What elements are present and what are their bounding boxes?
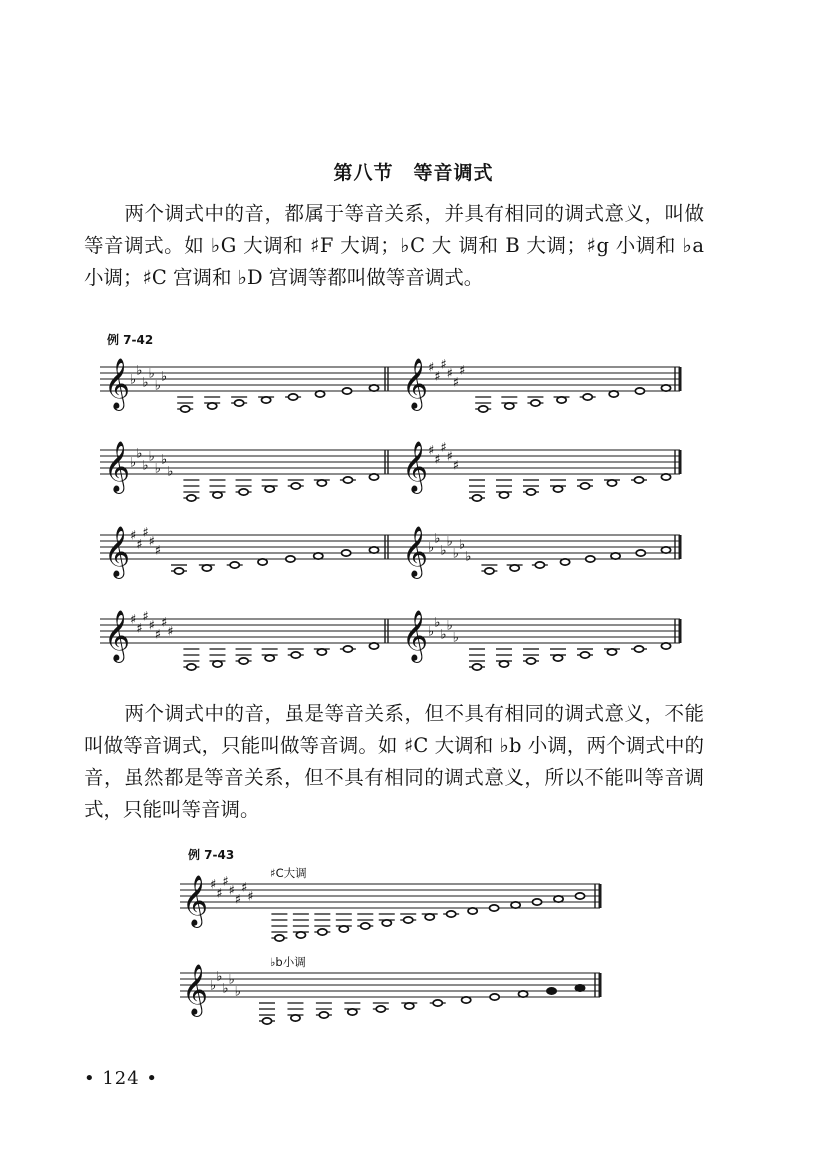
flat-icon: ♭	[136, 446, 143, 462]
flat-icon: ♭	[465, 549, 472, 565]
example-7-43-label: 例 7-43	[188, 848, 235, 862]
whole-note-icon	[174, 568, 183, 574]
whole-note-icon	[661, 643, 670, 649]
whole-note-icon	[526, 658, 535, 664]
sharp-icon: ♯	[142, 609, 149, 625]
sharp-icon: ♯	[136, 621, 143, 637]
whole-note-icon	[361, 923, 370, 929]
sharp-icon: ♯	[216, 886, 223, 902]
whole-note-icon	[532, 899, 541, 905]
whole-note-icon	[472, 495, 481, 501]
sharp-icon: ♯	[154, 627, 162, 643]
sharp-icon: ♯	[210, 877, 217, 893]
flat-icon: ♭	[459, 537, 466, 553]
sharp-icon: ♯	[136, 537, 143, 553]
whole-note-icon	[275, 935, 284, 941]
whole-note-icon	[213, 492, 222, 498]
whole-note-icon	[404, 917, 413, 923]
sharp-icon: ♯	[130, 528, 137, 544]
flat-icon: ♭	[222, 981, 229, 997]
whole-note-icon	[661, 385, 670, 391]
whole-note-icon	[258, 559, 267, 565]
whole-note-icon	[425, 914, 434, 920]
whole-note-icon	[265, 486, 274, 492]
sharp-icon: ♯	[241, 880, 248, 896]
flat-icon: ♭	[228, 972, 235, 988]
paragraph-2-text: 两个调式中的音，虽是等音关系，但不具有相同的调式意义，不能叫做等音调式，只能叫做等音调。如 ♯C 大调和 ♭b 小调，两个调式中的音，虽然都是等音关系，但不具有相同的调式意义，所以不能叫等音调式，只能叫等音调。	[84, 702, 704, 821]
sharp-icon: ♯	[148, 618, 155, 634]
sharp-icon: ♯	[161, 615, 168, 631]
example-7-43-notation	[170, 860, 620, 1030]
whole-note-icon	[348, 1009, 357, 1015]
flat-icon: ♭	[452, 630, 459, 646]
flat-icon: ♭	[428, 624, 435, 640]
whole-note-icon	[317, 480, 326, 486]
treble-clef-icon: 𝄞	[182, 964, 209, 1015]
whole-note-icon	[553, 655, 562, 661]
key-label-b-flat-minor: ♭b小调	[270, 955, 306, 969]
whole-note-icon	[187, 495, 196, 501]
whole-note-icon	[291, 1015, 300, 1021]
sharp-icon: ♯	[130, 612, 137, 628]
flat-icon: ♭	[446, 618, 453, 634]
page-number: • 124 •	[84, 1068, 159, 1089]
whole-note-icon	[635, 388, 644, 394]
whole-note-icon	[580, 483, 589, 489]
sharp-icon: ♯	[434, 369, 441, 385]
whole-note-icon	[468, 908, 477, 914]
flat-icon: ♭	[434, 531, 441, 547]
whole-note-icon	[319, 1012, 328, 1018]
flat-icon: ♭	[234, 984, 241, 1000]
flat-icon: ♭	[428, 540, 435, 556]
whole-note-icon	[499, 492, 508, 498]
whole-note-icon	[575, 893, 584, 899]
flat-icon: ♭	[446, 534, 453, 550]
paragraph-1-text: 两个调式中的音，都属于等音关系，并具有相同的调式意义，叫做等音调式。如 ♭G 大调和 ♯F 大调；♭C 大 调和 B 大调；♯g 小调和 ♭a 小调；♯C 宫调和 ♭D 宫调等都叫做等音调式。	[84, 202, 704, 289]
whole-note-icon	[315, 391, 324, 397]
whole-note-icon	[213, 661, 222, 667]
whole-note-icon	[405, 1003, 414, 1009]
flat-icon: ♭	[142, 458, 149, 474]
sharp-icon: ♯	[234, 892, 242, 908]
flat-icon: ♭	[210, 978, 217, 994]
whole-note-icon	[376, 1006, 385, 1012]
flat-icon: ♭	[167, 464, 174, 480]
whole-note-icon	[560, 559, 569, 565]
section-title: 第八节 等音调式	[333, 162, 494, 184]
whole-note-icon	[661, 547, 670, 553]
whole-note-icon	[342, 550, 351, 556]
whole-note-icon	[314, 553, 323, 559]
whole-note-icon	[447, 911, 456, 917]
flat-icon: ♭	[154, 461, 161, 477]
whole-note-icon	[235, 400, 244, 406]
whole-note-icon	[342, 388, 351, 394]
whole-note-icon	[265, 655, 274, 661]
whole-note-icon	[296, 932, 305, 938]
whole-note-icon	[609, 391, 618, 397]
whole-note-icon	[433, 1000, 442, 1006]
whole-note-icon	[462, 997, 471, 1003]
whole-note-icon	[187, 664, 196, 670]
whole-note-icon	[239, 489, 248, 495]
whole-note-icon	[518, 991, 527, 997]
sharp-icon: ♯	[148, 534, 155, 550]
treble-clef-icon: 𝄞	[402, 610, 429, 661]
sharp-icon: ♯	[459, 363, 466, 379]
whole-note-icon	[318, 929, 327, 935]
whole-note-icon	[291, 652, 300, 658]
sharp-icon: ♯	[446, 366, 453, 382]
whole-note-icon	[580, 652, 589, 658]
whole-note-icon	[499, 661, 508, 667]
whole-note-icon	[369, 547, 378, 553]
whole-note-icon	[661, 474, 670, 480]
whole-note-icon	[505, 403, 514, 409]
whole-note-icon	[607, 480, 616, 486]
sharp-icon: ♯	[428, 360, 435, 376]
quarter-note-icon	[575, 985, 584, 991]
treble-clef-icon: 𝄞	[402, 358, 429, 409]
flat-icon: ♭	[216, 969, 223, 985]
flat-icon: ♭	[130, 372, 137, 388]
whole-note-icon	[636, 550, 645, 556]
whole-note-icon	[531, 400, 540, 406]
whole-note-icon	[553, 486, 562, 492]
sharp-icon: ♯	[452, 458, 460, 474]
example-7-42-notation	[100, 355, 690, 685]
flat-icon: ♭	[154, 378, 161, 394]
sharp-icon: ♯	[247, 889, 254, 905]
whole-note-icon	[485, 568, 494, 574]
paragraph-1	[84, 198, 704, 294]
whole-note-icon	[262, 397, 271, 403]
flat-icon: ♭	[440, 627, 447, 643]
flat-icon: ♭	[148, 449, 155, 465]
whole-note-icon	[369, 385, 378, 391]
sharp-icon: ♯	[446, 449, 453, 465]
whole-note-icon	[526, 489, 535, 495]
sharp-icon: ♯	[167, 624, 174, 640]
whole-note-icon	[557, 397, 566, 403]
paragraph-2	[84, 698, 704, 826]
flat-icon: ♭	[440, 543, 447, 559]
whole-note-icon	[369, 474, 378, 480]
treble-clef-icon: 𝄞	[402, 441, 429, 492]
whole-note-icon	[339, 926, 348, 932]
whole-note-icon	[208, 403, 217, 409]
quarter-note-icon	[547, 988, 556, 994]
whole-note-icon	[510, 565, 519, 571]
whole-note-icon	[490, 905, 499, 911]
whole-note-icon	[607, 649, 616, 655]
whole-note-icon	[634, 646, 643, 652]
whole-note-icon	[369, 643, 378, 649]
flat-icon: ♭	[452, 546, 459, 562]
whole-note-icon	[586, 556, 595, 562]
flat-icon: ♭	[161, 452, 168, 468]
treble-clef-icon: 𝄞	[104, 441, 131, 492]
sharp-icon: ♯	[222, 874, 229, 890]
treble-clef-icon: 𝄞	[104, 610, 131, 661]
treble-clef-icon: 𝄞	[182, 875, 209, 926]
treble-clef-icon: 𝄞	[402, 526, 429, 577]
whole-note-icon	[535, 562, 544, 568]
whole-note-icon	[262, 1018, 271, 1024]
whole-note-icon	[490, 994, 499, 1000]
sharp-icon: ♯	[440, 440, 447, 456]
sharp-icon: ♯	[428, 443, 435, 459]
flat-icon: ♭	[434, 615, 441, 631]
whole-note-icon	[611, 553, 620, 559]
whole-note-icon	[382, 920, 391, 926]
whole-note-icon	[317, 649, 326, 655]
whole-note-icon	[554, 896, 563, 902]
flat-icon: ♭	[161, 369, 168, 385]
whole-note-icon	[634, 477, 643, 483]
whole-note-icon	[230, 562, 239, 568]
whole-note-icon	[511, 902, 520, 908]
whole-note-icon	[479, 406, 488, 412]
sharp-icon: ♯	[154, 543, 162, 559]
treble-clef-icon: 𝄞	[104, 358, 131, 409]
flat-icon: ♭	[142, 375, 149, 391]
sharp-icon: ♯	[142, 525, 149, 541]
whole-note-icon	[202, 565, 211, 571]
flat-icon: ♭	[136, 363, 143, 379]
sharp-icon: ♯	[228, 883, 235, 899]
flat-icon: ♭	[130, 455, 137, 471]
whole-note-icon	[343, 477, 352, 483]
whole-note-icon	[583, 394, 592, 400]
whole-note-icon	[288, 394, 297, 400]
whole-note-icon	[343, 646, 352, 652]
whole-note-icon	[291, 483, 300, 489]
sharp-icon: ♯	[434, 452, 441, 468]
sharp-icon: ♯	[440, 357, 447, 373]
whole-note-icon	[239, 658, 248, 664]
flat-icon: ♭	[148, 366, 155, 382]
whole-note-icon	[286, 556, 295, 562]
whole-note-icon	[472, 664, 481, 670]
example-7-42-label: 例 7-42	[107, 333, 154, 347]
sharp-icon: ♯	[452, 375, 460, 391]
key-label-c-sharp-major: ♯C大调	[270, 866, 307, 880]
whole-note-icon	[181, 406, 190, 412]
treble-clef-icon: 𝄞	[104, 526, 131, 577]
